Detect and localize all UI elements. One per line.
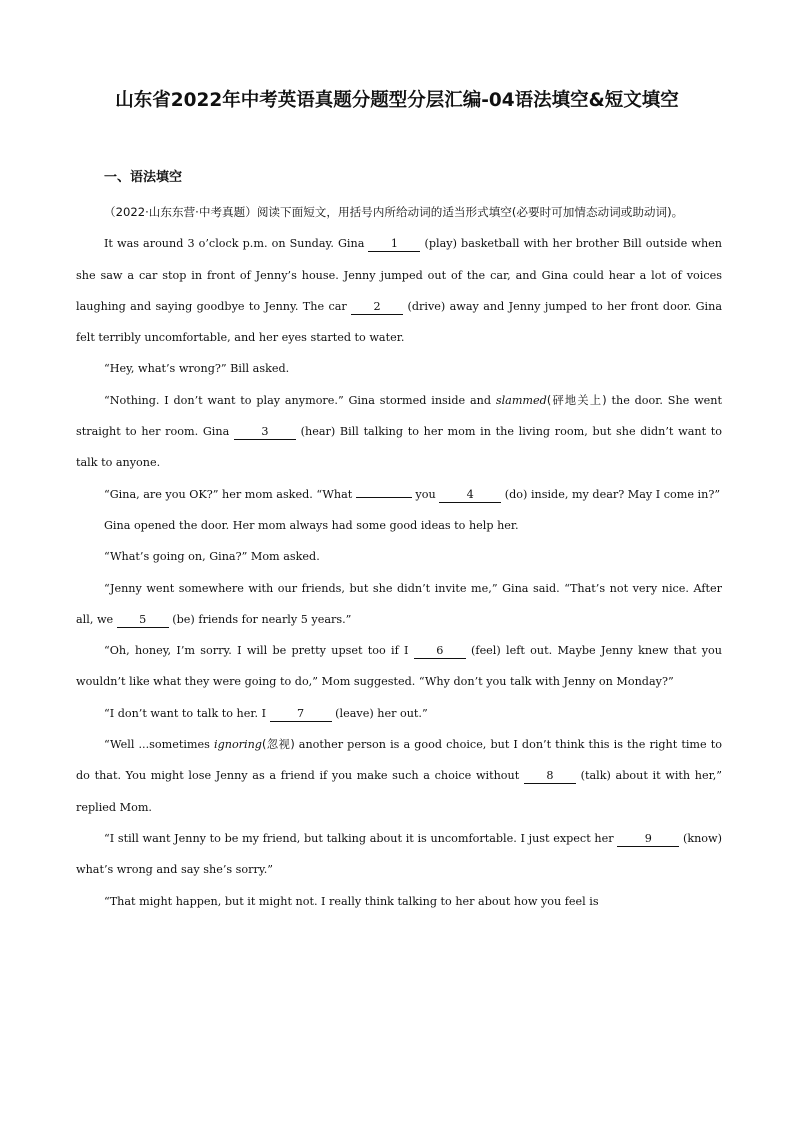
blank-9[interactable]: 9 xyxy=(617,832,679,847)
blank-5[interactable]: 5 xyxy=(117,613,169,628)
word-slammed: slammed xyxy=(495,393,547,407)
paragraph-3: “Nothing. I don’t want to play anymore.” Gina stormed inside and slammed(砰地关上) the door. She went straight to her room. Gina 3 (hear) Bill talking to her mom in the living room, but she didn’t want to talk to anyone. xyxy=(76,393,722,470)
gloss-ignoring: (忽视) xyxy=(261,738,295,752)
paragraph-7: “Jenny went somewhere with our friends, but she didn’t invite me,” Gina said. “That’s not very nice. After all, we 5 (be) friends for nearly 5 years.” xyxy=(76,581,722,626)
paragraph-1: It was around 3 o’clock p.m. on Sunday. Gina 1 (play) basketball with her brother Bill outside when she saw a car stop in front of Jenny’s house. Jenny jumped out of the car, and Gina could hear a lot of voices laughing and saying goodbye to Jenny. The car 2 (drive) away and Jenny jumped to her front door. Gina felt terribly uncomfortable, and her eyes started to water. xyxy=(76,237,723,345)
paragraph-8: “Oh, honey, I’m sorry. I will be pretty upset too if I 6 (feel) left out. Maybe Jenny knew that you wouldn’t like what they were going to do,” Mom suggested. “Why don’t you talk with Jenny on Monday?” xyxy=(76,644,722,689)
paragraph-10: “Well ...sometimes ignoring(忽视) another person is a good choice, but I don’t think this is the right time to do that. You might lose Jenny as a friend if you make such a choice without 8 (talk) about it with her,” replied Mom. xyxy=(76,738,722,814)
paragraph-5: Gina opened the door. Her mom always had some good ideas to help her. xyxy=(104,518,519,532)
document-title: 山东省2022年中考英语真题分题型分层汇编-04语法填空&短文填空 xyxy=(115,90,679,111)
instructions: （2022·山东东营·中考真题）阅读下面短文，用括号内所给动词的适当形式填空(必要时可加情态动词或助动词)。 xyxy=(104,205,684,219)
blank-6[interactable]: 6 xyxy=(414,644,466,659)
paragraph-11: “I still want Jenny to be my friend, but talking about it is uncomfortable. I just expect her 9 (know) what’s wrong and say she’s sorry.” xyxy=(76,831,722,877)
paragraph-2: “Hey, what’s wrong?” Bill asked. xyxy=(104,362,290,376)
blank-8[interactable]: 8 xyxy=(524,769,576,784)
blank-7[interactable]: 7 xyxy=(270,707,332,722)
blank-4-part-a[interactable] xyxy=(356,497,412,498)
paragraph-12: “That might happen, but it might not. I really think talking to her about how you feel is xyxy=(104,894,599,908)
blank-4[interactable]: 4 xyxy=(439,488,501,503)
gloss-slammed: (砰地关上) xyxy=(546,393,607,407)
paragraph-4: “Gina, are you OK?” her mom asked. “What you 4 (do) inside, my dear? May I come in?” xyxy=(104,487,721,501)
blank-3[interactable]: 3 xyxy=(234,425,296,440)
question-body xyxy=(76,197,722,917)
word-ignoring: ignoring xyxy=(214,738,262,752)
paragraph-9: “I don’t want to talk to her. I 7 (leave) her out.” xyxy=(104,706,428,720)
section-heading: 一、语法填空 xyxy=(104,170,183,185)
paragraph-6: “What’s going on, Gina?” Mom asked. xyxy=(104,550,320,564)
blank-2[interactable]: 2 xyxy=(351,300,403,315)
blank-1[interactable]: 1 xyxy=(368,237,420,252)
